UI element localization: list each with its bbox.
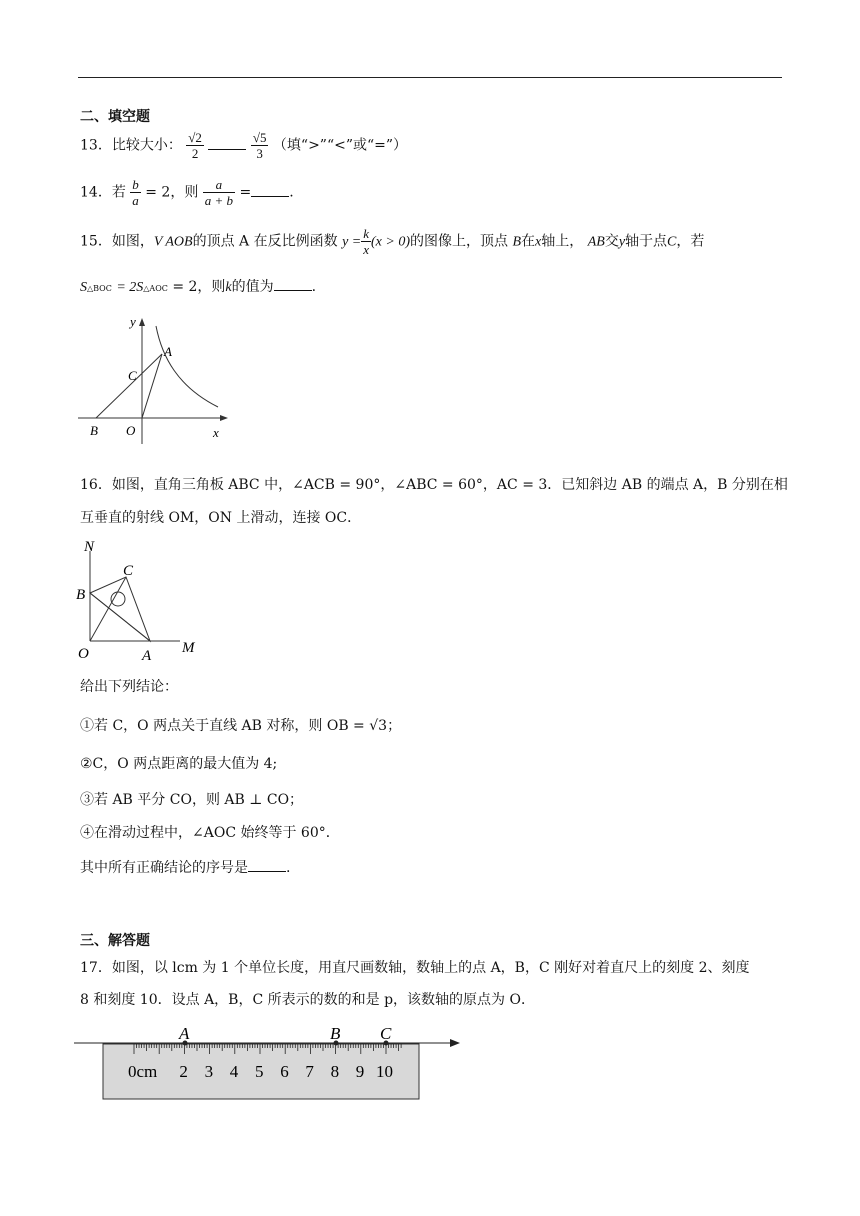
conclusion-2: ②C，O 两点距离的最大值为 4; — [80, 756, 278, 772]
fraction-b-over-a: $\frac{b}{a}$ — [132, 177, 139, 208]
label-C: C — [380, 1024, 392, 1043]
question-16-line2: 互垂直的射线 OM，ON 上滑动，连接 OC． — [80, 510, 362, 526]
label-C: C — [128, 368, 137, 383]
conclusions-intro: 给出下列结论： — [80, 679, 178, 695]
question-17-line1: 17．如图，以 lcm 为 1 个单位长度，用直尺画数轴，数轴上的点 A，B，C 刚好对着直尺上的刻度 2、刻度 — [80, 960, 750, 976]
ruler-number: 9 — [355, 1062, 365, 1081]
segment-OC — [90, 577, 126, 641]
answer-blank-15[interactable] — [274, 278, 312, 291]
ruler-number: 5 — [255, 1062, 264, 1081]
x-axis-arrow — [220, 415, 228, 421]
fraction-sqrt5-over-3: $\frac{√5}{3}$ — [252, 130, 267, 161]
label-O: O — [78, 646, 89, 662]
label-y: y — [130, 314, 136, 329]
label-C: C — [123, 563, 134, 579]
label-B: B — [330, 1024, 341, 1043]
conclusion-1: ①若 C，O 两点关于直线 AB 对称，则 OB = √3； — [80, 718, 402, 734]
figure-16-triangle — [76, 535, 206, 663]
question-16-line1: 16．如图，直角三角板 ABC 中，∠ACB = 90°，∠ABC = 60°，AC = 3．已知斜边 AB 的端点 A，B 分别在相 — [80, 477, 788, 493]
ruler-number: 10 — [376, 1062, 393, 1081]
fraction-a-over-a-plus-b: $\frac{a}{a + b}$ — [204, 177, 234, 208]
question-17-line2: 8 和刻度 10．设点 A，B，C 所表示的数的和是 p，该数轴的原点为 O． — [80, 992, 535, 1008]
label-A: A — [179, 1024, 190, 1043]
section-fill-blank-heading: 二、填空题 — [80, 109, 150, 125]
number-axis-arrow — [450, 1039, 460, 1047]
label-A: A — [142, 648, 152, 663]
ruler-unit-label: 0cm — [128, 1062, 158, 1081]
figure-15-graph — [78, 312, 238, 444]
ruler-number: 3 — [204, 1062, 214, 1081]
label-B: B — [90, 423, 98, 438]
conclusion-3: ③若 AB 平分 CO，则 AB ⊥ CO； — [80, 792, 304, 808]
header-rule — [78, 77, 782, 78]
fraction-sqrt2-over-2: $\frac{√2}{2}$ — [188, 130, 202, 161]
ruler-number: 6 — [280, 1062, 289, 1081]
answer-blank-13[interactable] — [208, 137, 246, 150]
question-13: 13．比较大小： $\frac{√2}{2}$ $\frac{√5}{3}$ （填“>”“<”或“=”） — [80, 130, 408, 161]
question-15-line2: S△BOC = 2S△AOC = 2，则k的值为 . — [80, 279, 317, 295]
ruler-number: 2 — [179, 1062, 188, 1081]
ruler-number: 4 — [229, 1062, 239, 1081]
label-N: N — [84, 539, 95, 555]
label-B: B — [76, 587, 86, 603]
label-A: A — [164, 344, 172, 359]
ruler-number: 8 — [330, 1062, 340, 1081]
conclusion-question: 其中所有正确结论的序号是 . — [80, 860, 291, 876]
answer-blank-16[interactable] — [248, 859, 286, 872]
ruler-numbers — [179, 1062, 393, 1081]
conclusion-4: ④在滑动过程中，∠AOC 始终等于 60°． — [80, 825, 340, 841]
section-solve-heading: 三、解答题 — [80, 933, 150, 949]
label-O: O — [126, 423, 136, 438]
label-x: x — [213, 425, 219, 440]
answer-blank-14[interactable] — [251, 184, 289, 197]
question-15-line1: 15．如图，V AOB的顶点 A 在反比例函数 y = $\frac{k}{x}$ (x > 0)的图像上，顶点 B在x轴上， AB交y轴于点C，若 — [80, 226, 705, 257]
figure-17-ruler-axis — [74, 1022, 464, 1102]
y-axis-arrow — [139, 318, 145, 326]
ruler-number: 7 — [305, 1062, 314, 1081]
question-14: 14．若 $\frac{b}{a}$ = 2，则 $\frac{a}{a + b}$ = . — [80, 177, 294, 208]
hyperbola-curve — [156, 326, 218, 407]
triangle-ABC — [90, 577, 150, 641]
label-M: M — [182, 640, 195, 656]
